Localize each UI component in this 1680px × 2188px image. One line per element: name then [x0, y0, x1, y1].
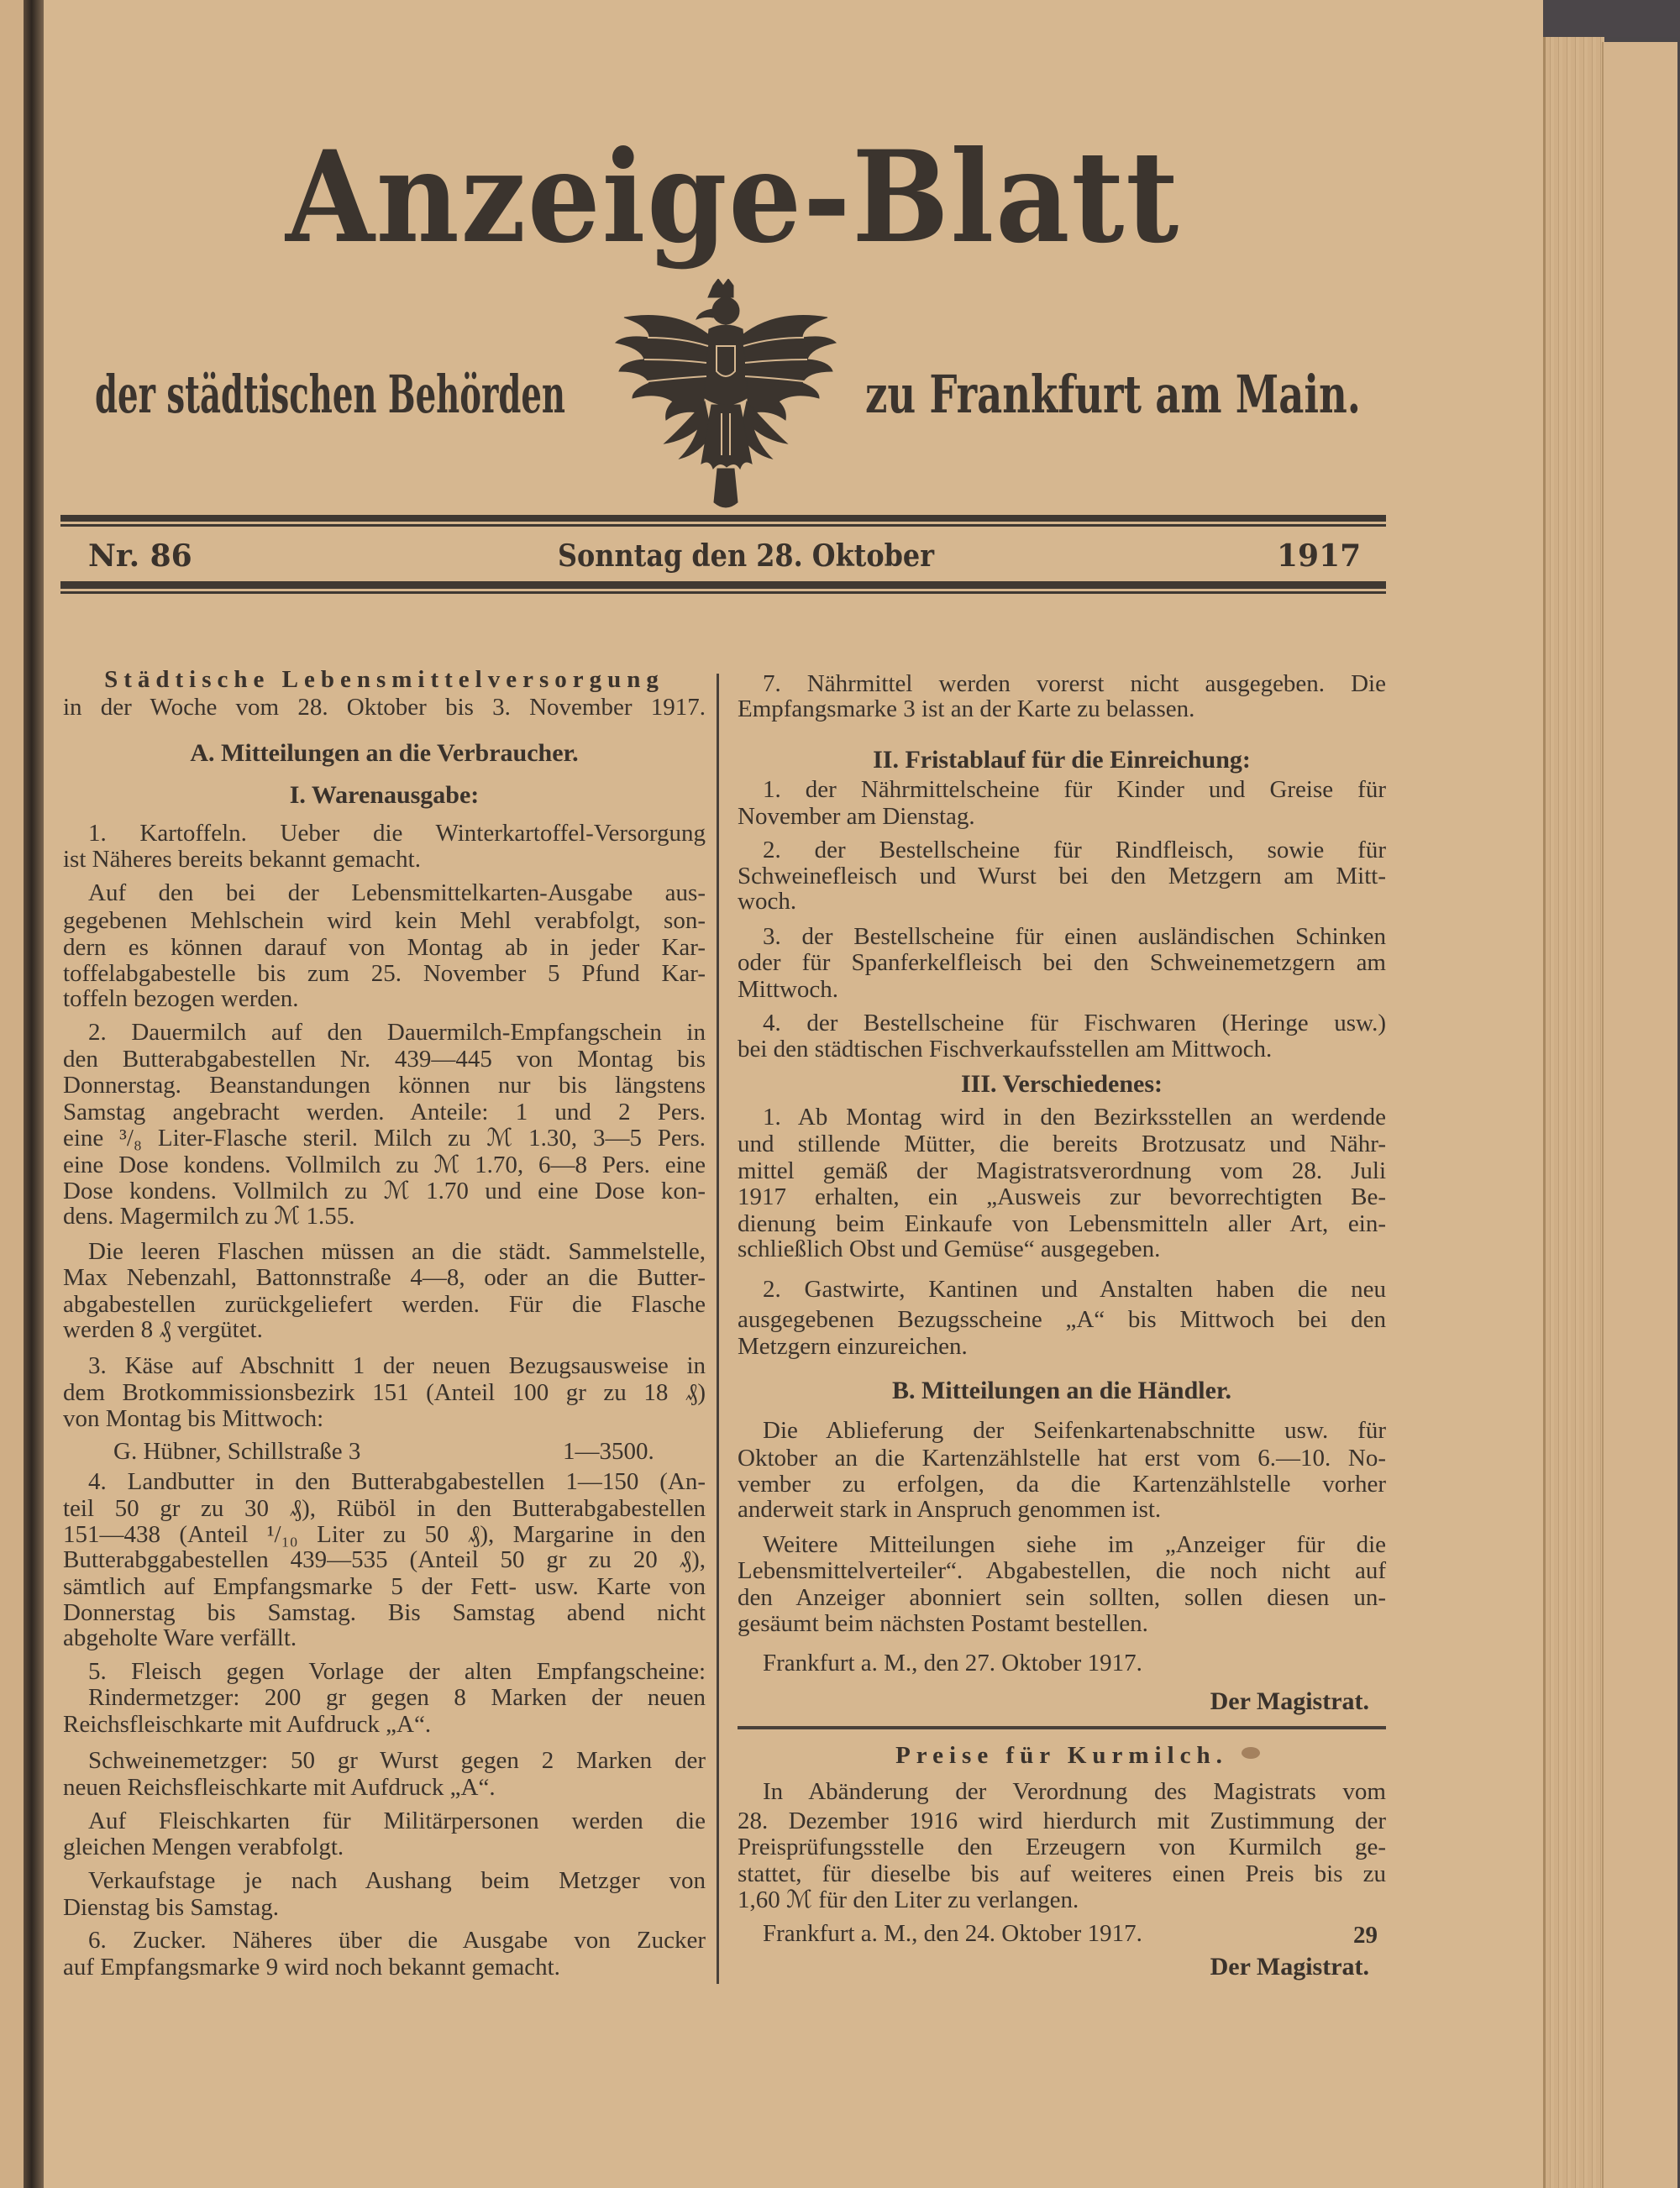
- left-column-text-line: I. Warenausgabe:: [289, 781, 480, 809]
- right-column-text-line: In Abänderung der Verordnung des Magistrats vom: [763, 1778, 1386, 1805]
- right-column-text-line: mittel gemäß der Magistratsverordnung vom 28. Juli: [738, 1157, 1386, 1184]
- right-column-text-line: 28. Dezember 1916 wird hierdurch mit Zustimmung der: [738, 1808, 1386, 1834]
- left-column-text-line: Auf den bei der Lebensmittelkarten-Ausgabe aus-: [88, 879, 706, 906]
- masthead-title: [286, 123, 1180, 271]
- left-column-text-line: 2. Dauermilch auf den Dauermilch-Empfangschein in: [88, 1019, 706, 1046]
- left-column-text-line: Rindermetzger: 200 gr gegen 8 Marken der neuen: [88, 1684, 706, 1711]
- page-stack-edges: [1543, 37, 1604, 2188]
- left-column-text-line: neuen Reichsfleischkarte mit Aufdruck „A“.: [63, 1774, 496, 1801]
- left-column-text-line: 5. Fleisch gegen Vorlage der alten Empfangscheine:: [88, 1658, 706, 1685]
- left-column-text-line: sämtlich auf Empfangsmarke 5 der Fett- usw. Karte von: [63, 1573, 706, 1600]
- issue-year: 1917: [1277, 538, 1362, 574]
- right-column-text-line: Die Ablieferung der Seifenkartenabschnitte usw. für: [763, 1417, 1386, 1444]
- page-number: 29: [1353, 1922, 1378, 1949]
- right-column-text-line: Frankfurt a. M., den 27. Oktober 1917.: [763, 1650, 1142, 1676]
- column-divider: [717, 674, 719, 1984]
- book-binding: [24, 0, 44, 2188]
- right-column-text-line: 4. der Bestellscheine für Fischwaren (Heringe usw.): [763, 1010, 1386, 1036]
- right-column-text-line: 1,60 ℳ für den Liter zu verlangen.: [738, 1886, 1079, 1913]
- left-column-text-line: eine ³/₈ Liter-Flasche steril. Milch zu ℳ 1.30, 3—5 Pers.: [63, 1125, 706, 1152]
- left-column-text-line: den Butterabgabestellen Nr. 439—445 von Montag bis: [63, 1046, 706, 1073]
- right-column-text-line: II. Fristablauf für die Einreichung:: [873, 746, 1251, 774]
- right-column-text-line: November am Dienstag.: [738, 803, 975, 830]
- left-column-text-line: 6. Zucker. Näheres über die Ausgabe von Zucker: [88, 1927, 706, 1954]
- left-column-text-line: 4. Landbutter in den Butterabgabestellen 1—150 (An-: [88, 1468, 706, 1495]
- left-column-text-line: von Montag bis Mittwoch:: [63, 1405, 324, 1432]
- right-column-text-line: 3. der Bestellscheine für einen ausländischen Schinken: [763, 923, 1386, 950]
- right-column-text-line: 1. Ab Montag wird in den Bezirksstellen an werdende: [763, 1104, 1386, 1131]
- right-column-text-line: Lebensmittelverteiler“. Abgabestellen, die noch nicht auf: [738, 1557, 1386, 1584]
- right-column-text-line: oder für Spanferkelfleisch bei den Schweinemetzgern am: [738, 949, 1386, 976]
- left-column-text-line: gegebenen Mehlschein wird kein Mehl verabfolgt, son-: [63, 907, 706, 934]
- left-column-text-line: Reichsfleischkarte mit Aufdruck „A“.: [63, 1711, 432, 1738]
- masthead-bottom-rule-thin: [60, 591, 1386, 594]
- right-column-text-line: III. Verschiedenes:: [960, 1070, 1163, 1098]
- right-column-text-line: Mittwoch.: [738, 976, 839, 1003]
- paper-stain: [1242, 1747, 1260, 1759]
- issue-number: Nr. 86: [88, 538, 192, 574]
- right-column-text-line: Metzgern einzureichen.: [738, 1333, 968, 1360]
- masthead-top-rule: [60, 515, 1386, 522]
- left-column-text-line: Städtische Lebensmittelversorgung: [104, 666, 664, 693]
- left-column-text-line: Donnerstag bis Samstag. Bis Samstag abend nicht: [63, 1599, 706, 1626]
- right-column-text-line: 2. Gastwirte, Kantinen und Anstalten haben die neu: [763, 1276, 1386, 1303]
- right-column-text-line: Frankfurt a. M., den 24. Oktober 1917.: [763, 1920, 1142, 1947]
- right-column-text-line: Empfangsmarke 3 ist an der Karte zu belassen.: [738, 695, 1195, 722]
- left-column-text-line: Dose kondens. Vollmilch zu ℳ 1.70 und eine Dose kon-: [63, 1178, 706, 1204]
- left-column-text-line: auf Empfangsmarke 9 wird noch bekannt gemacht.: [63, 1954, 560, 1981]
- left-column-text-line: Die leeren Flaschen müssen an die städt. Sammelstelle,: [88, 1238, 706, 1265]
- right-column-text-line: anderweit stark in Anspruch genommen ist.: [738, 1496, 1162, 1523]
- section-divider-rule: [738, 1726, 1386, 1729]
- vendor-name: [113, 1437, 617, 1466]
- right-column-text-line: woch.: [738, 888, 797, 915]
- left-column-text-line: Donnerstag. Beanstandungen können nur bis längstens: [63, 1072, 706, 1099]
- left-column-text-line: abgeholte Ware verfällt.: [63, 1624, 297, 1651]
- left-column-text-line: Verkaufstage je nach Aushang beim Metzger von: [88, 1867, 706, 1894]
- right-column-text-line: schließlich Obst und Gemüse“ ausgegeben.: [738, 1236, 1161, 1262]
- right-column-text-line: den Anzeiger abonniert sein sollten, sollen diesen un-: [738, 1584, 1386, 1611]
- right-column-text-line: stattet, für dieselbe bis auf weiteres einen Preis bis zu: [738, 1860, 1386, 1887]
- left-column-text-line: Butterabggabestellen 439—535 (Anteil 50 gr zu 20 ₰),: [63, 1546, 706, 1573]
- left-column-text-line: dens. Magermilch zu ℳ 1.55.: [63, 1203, 355, 1230]
- right-column-text-line: Preisprüfungsstelle den Erzeugern von Kurmilch ge-: [738, 1834, 1386, 1860]
- left-column-text-line: in der Woche vom 28. Oktober bis 3. November 1917.: [63, 694, 706, 721]
- eagle-icon: [614, 279, 837, 511]
- left-column-text-line: gleichen Mengen verabfolgt.: [63, 1834, 344, 1860]
- masthead-bottom-rule: [60, 581, 1386, 589]
- subtitle-right-text: zu Frankfurt am Main.: [865, 364, 1361, 425]
- left-column-text-line: A. Mitteilungen an die Verbraucher.: [190, 739, 579, 767]
- vendor-range: [563, 1437, 706, 1466]
- next-page-edge: [1602, 42, 1677, 2188]
- right-column-text-line: 7. Nährmittel werden vorerst nicht ausgegeben. Die: [763, 670, 1386, 697]
- subtitle-left-text: der städtischen Behörden: [95, 364, 565, 425]
- masthead-subtitle-left: [95, 361, 565, 428]
- left-column-text-line: toffeln bezogen werden.: [63, 985, 299, 1012]
- right-column-text-line: und stillende Mütter, die bereits Brotzusatz und Nähr-: [738, 1131, 1386, 1157]
- left-column-text-line: dern es können darauf von Montag ab in jeder Kar-: [63, 934, 706, 961]
- left-column-text-line: Dienstag bis Samstag.: [63, 1894, 279, 1921]
- right-column-text-line: ausgegebenen Bezugsscheine „A“ bis Mittwoch bei den: [738, 1306, 1386, 1333]
- left-column-text-line: ist Näheres bereits bekannt gemacht.: [63, 846, 421, 873]
- left-column-text-line: Auf Fleischkarten für Militärpersonen werden die: [88, 1808, 706, 1834]
- right-column-text-line: Der Magistrat.: [1210, 1687, 1369, 1715]
- left-column-text-line: Max Nebenzahl, Battonnstraße 4—8, oder an die Butter-: [63, 1264, 706, 1291]
- right-column-text-line: Der Magistrat.: [1210, 1953, 1369, 1981]
- right-column-text-line: B. Mitteilungen an die Händler.: [892, 1377, 1231, 1404]
- issue-date: [558, 538, 934, 575]
- right-column-text-line: dienung beim Einkaufe von Lebensmitteln aller Art, ein-: [738, 1210, 1386, 1237]
- right-column-text-line: Weitere Mitteilungen siehe im „Anzeiger für die: [763, 1531, 1386, 1558]
- right-column-text-line: 2. der Bestellscheine für Rindfleisch, sowie für: [763, 837, 1386, 863]
- right-column-text-line: Schweinefleisch und Wurst bei den Metzgern am Mitt-: [738, 863, 1386, 889]
- left-column-text-line: teil 50 gr zu 30 ₰), Rüböl in den Butterabgabestellen: [63, 1495, 706, 1522]
- masthead-top-rule-thin: [60, 524, 1386, 527]
- right-column-text-line: gesäumt beim nächsten Postamt bestellen.: [738, 1610, 1148, 1637]
- vendor-name-text: G. Hübner, Schillstraße 3: [113, 1438, 361, 1465]
- left-column-text-line: 151—438 (Anteil ¹/₁₀ Liter zu 50 ₰), Margarine in den: [63, 1521, 706, 1548]
- right-column-text-line: Preise für Kurmilch.: [895, 1742, 1228, 1769]
- right-column-text-line: Oktober an die Kartenzählstelle hat erst vom 6.—10. No-: [738, 1445, 1386, 1472]
- right-column-text-line: bei den städtischen Fischverkaufsstellen am Mittwoch.: [738, 1036, 1273, 1063]
- right-column-text-line: 1. der Nährmittelscheine für Kinder und Greise für: [763, 776, 1386, 803]
- left-column-text-line: werden 8 ₰ vergütet.: [63, 1316, 263, 1343]
- vendor-range-text: 1—3500.: [563, 1438, 654, 1465]
- left-column-text-line: 3. Käse auf Abschnitt 1 der neuen Bezugsausweise in: [88, 1352, 706, 1379]
- left-column-text-line: Samstag angebracht werden. Anteile: 1 und 2 Pers.: [63, 1099, 706, 1125]
- previous-page-edge: [0, 0, 24, 2188]
- left-column-text-line: 1. Kartoffeln. Ueber die Winterkartoffel-Versorgung: [88, 820, 706, 847]
- right-column-text-line: vember zu erfolgen, da die Kartenzählstelle vorher: [738, 1471, 1386, 1498]
- issue-date-text: Sonntag den 28. Oktober: [558, 538, 934, 574]
- left-column-text-line: dem Brotkommissionsbezirk 151 (Anteil 100 gr zu 18 ₰): [63, 1379, 706, 1406]
- left-column-text-line: Schweinemetzger: 50 gr Wurst gegen 2 Marken der: [88, 1747, 706, 1774]
- masthead-subtitle-right: [865, 361, 1361, 428]
- left-column-text-line: toffelabgabestelle bis zum 25. November 5 Pfund Kar-: [63, 960, 706, 987]
- masthead-title-text: Anzeige-Blatt: [286, 123, 1180, 271]
- left-column-text-line: abgabestellen zurückgeliefert werden. Für die Flasche: [63, 1291, 706, 1318]
- left-column-text-line: eine Dose kondens. Vollmilch zu ℳ 1.70, 6—8 Pers. eine: [63, 1152, 706, 1178]
- right-column-text-line: 1917 erhalten, ein „Ausweis zur bevorrechtigten Be-: [738, 1183, 1386, 1210]
